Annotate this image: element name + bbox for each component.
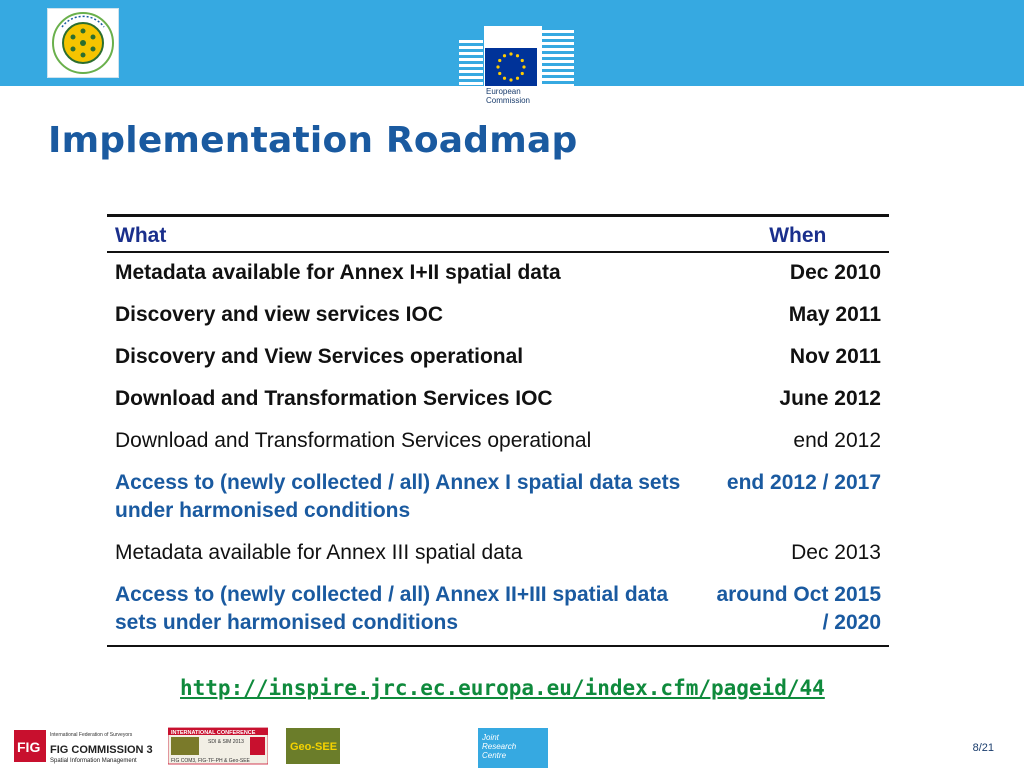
row-when-cell: Nov 2011 [789, 345, 881, 368]
column-header-what: What [115, 224, 167, 247]
row-when-cell: end 2012 [793, 429, 881, 452]
row-when-cell: Dec 2010 [789, 261, 881, 284]
eu-star-icon [521, 59, 524, 62]
row-what-cell: Download and Transformation Services operational [115, 429, 592, 452]
table-row [107, 379, 889, 421]
jrc-line-3: Centre [482, 751, 507, 760]
geo-see-logo [286, 726, 340, 766]
conference-logo [168, 726, 268, 766]
conference-bottom-text: FIG COM3, FIG-TF-PH & Geo-SEE [171, 758, 250, 764]
row-what-cell: Discovery and View Services operational [115, 345, 524, 368]
inspire-url-link[interactable]: http://inspire.jrc.ec.europa.eu/index.cfm/pageid/44 [180, 676, 825, 700]
table-row [107, 252, 889, 295]
eu-star-icon [498, 72, 501, 75]
page-number: 8/21 [972, 742, 994, 754]
table-row [107, 575, 889, 646]
european-commission-label: European Commission [486, 87, 531, 105]
fig-subtitle-text: Spatial Information Management [50, 758, 137, 764]
eu-star-icon [509, 78, 512, 81]
row-what-cell: Discovery and view services IOC [115, 303, 444, 326]
eu-star-icon [509, 52, 512, 55]
page-title: Implementation Roadmap [48, 120, 578, 161]
geosee-text: Geo-SEE [290, 741, 338, 753]
eu-star-icon [521, 72, 524, 75]
eu-star-icon [503, 54, 506, 57]
column-header-when: When [769, 224, 827, 247]
conference-sub-text: SDI & SIM 2013 [208, 739, 244, 745]
table-row [107, 337, 889, 379]
eu-star-icon [496, 65, 499, 68]
eu-star-icon [522, 65, 525, 68]
fig-commission-logo [14, 726, 164, 766]
row-when-cell: June 2012 [779, 387, 881, 410]
row-when-cell: end 2012 / 2017 [726, 471, 881, 494]
table-row [107, 295, 889, 337]
row-when-cell: May 2011 [788, 303, 881, 326]
row-what-cell: Metadata available for Annex I+II spatial data [115, 261, 561, 284]
row-what-cell: Access to (newly collected / all) Annex II+III spatial data sets under harmonised conditions [115, 583, 668, 634]
jrc-line-2: Research [482, 742, 517, 751]
fig-commission-text: FIG COMMISSION 3 [50, 744, 153, 756]
fig-intl-text: International Federation of Surveyors [50, 732, 133, 738]
row-what-cell: Metadata available for Annex III spatial data [115, 541, 523, 564]
table-header-row [107, 216, 889, 253]
svg-text:FIG: FIG [17, 739, 41, 755]
eu-star-icon [503, 77, 506, 80]
jrc-line-1: Joint [482, 733, 499, 742]
row-what-cell: Access to (newly collected / all) Annex I spatial data sets under harmonised conditions [115, 471, 681, 522]
conference-title-text: INTERNATIONAL CONFERENCE [171, 730, 256, 736]
roadmap-table [107, 214, 889, 647]
row-what-cell: Download and Transformation Services IOC [115, 387, 553, 410]
eu-star-icon [516, 77, 519, 80]
table-row [107, 463, 889, 533]
row-when-cell: around Oct 2015 / 2020 [716, 583, 881, 634]
row-when-cell: Dec 2013 [791, 541, 881, 564]
eu-star-icon [516, 54, 519, 57]
inspire-logo [47, 8, 119, 78]
jrc-logo [478, 728, 548, 768]
table-row [107, 533, 889, 575]
eu-star-icon [498, 59, 501, 62]
table-row [107, 421, 889, 463]
